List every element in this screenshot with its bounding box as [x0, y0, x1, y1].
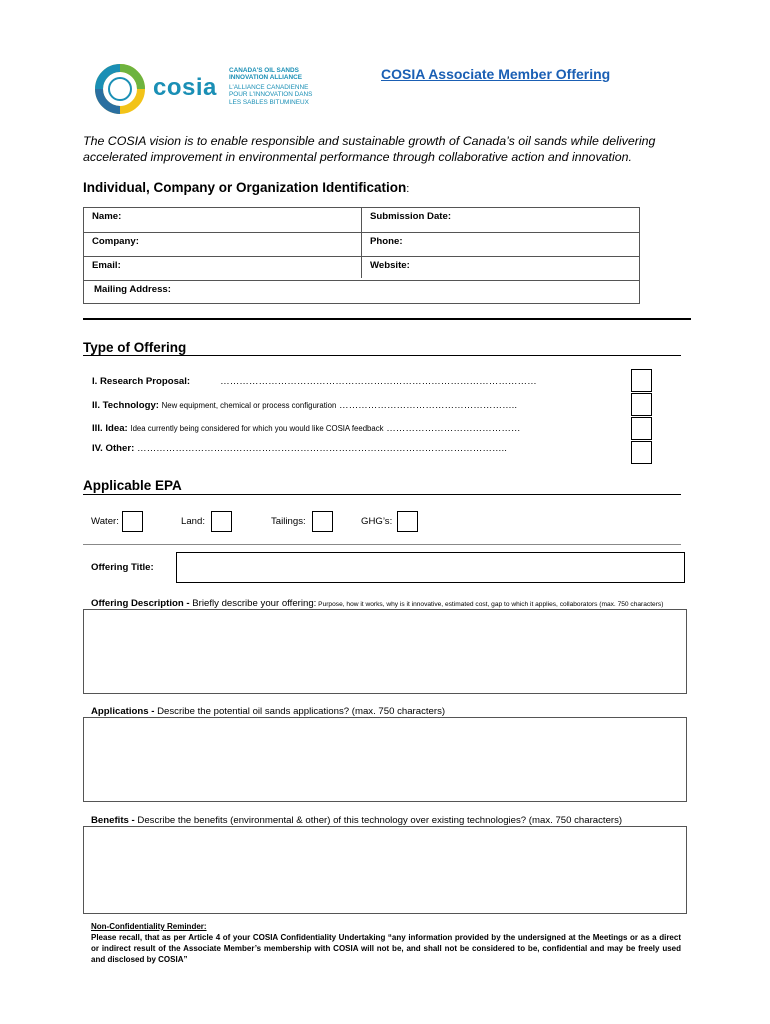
- identification-table: [83, 207, 640, 304]
- section-divider: [83, 544, 681, 545]
- benefits-label: Benefits - Describe the benefits (environmental & other) of this technology over existing technologies? (max. 750 characters): [91, 815, 623, 826]
- phone-label: Phone:: [370, 236, 403, 247]
- applications-textarea[interactable]: [83, 717, 687, 802]
- logo-wordmark: cosia: [153, 74, 217, 101]
- name-label: Name:: [92, 211, 122, 222]
- cosia-ring-icon: [92, 62, 152, 116]
- offering-research: I. Research Proposal: ………………………………………………………………………………………: [92, 376, 537, 387]
- table-row: [84, 232, 639, 257]
- water-checkbox[interactable]: [122, 511, 143, 532]
- logo-tagline-fr: L'ALLIANCE CANADIENNE POUR L'INNOVATION DANS LES SABLES BITUMINEUX: [229, 84, 313, 106]
- section-divider: [83, 318, 691, 320]
- offering-idea: III. Idea: Idea currently being considered for which you would like COSIA feedback ……………………………………: [92, 423, 521, 434]
- other-checkbox[interactable]: [631, 441, 652, 464]
- description-textarea[interactable]: [83, 609, 687, 694]
- table-row: [84, 256, 639, 281]
- offering-heading: Type of Offering: [83, 340, 187, 355]
- benefits-textarea[interactable]: [83, 826, 687, 914]
- applications-label: Applications - Describe the potential oil sands applications? (max. 750 characters): [91, 706, 446, 717]
- mailing-address-label: Mailing Address:: [94, 284, 171, 295]
- description-label: Offering Description - Briefly describe your offering: Purpose, how it works, why is it innovative, estimated cost, gap to which it applies, collaborators (max. 750 characters): [91, 598, 664, 609]
- vision-statement: The COSIA vision is to enable responsible and sustainable growth of Canada’s oil sands while delivering accelerated improvement in environmental performance through collaborative action and innovation.: [83, 134, 656, 164]
- table-row: [84, 280, 639, 305]
- technology-checkbox[interactable]: [631, 393, 652, 416]
- offering-title-input[interactable]: [176, 552, 685, 583]
- offering-other: IV. Other: ……………………………………………………………………………………………………..: [92, 443, 507, 454]
- email-label: Email:: [92, 260, 121, 271]
- logo-tagline-en: CANADA'S OIL SANDS INNOVATION ALLIANCE: [229, 67, 303, 82]
- epa-heading: Applicable EPA: [83, 478, 182, 493]
- table-row: [84, 208, 639, 232]
- idea-checkbox[interactable]: [631, 417, 652, 440]
- submission-date-label: Submission Date:: [370, 211, 452, 222]
- ghg-checkbox[interactable]: [397, 511, 418, 532]
- website-label: Website:: [370, 260, 410, 271]
- research-checkbox[interactable]: [631, 369, 652, 392]
- reminder-text: Please recall, that as per Article 4 of your COSIA Confidentiality Undertaking “any information provided by the undersigned at the Meetings or as a direct or indirect result of the Associate Member’s membership with COSIA will not be, and shall not be considered to be, confidential and may be freely used and disclosed by COSIA”: [91, 933, 681, 964]
- reminder-title: Non-Confidentiality Reminder:: [91, 922, 207, 931]
- offering-technology: II. Technology: New equipment, chemical or process configuration ………………………………………………..: [92, 400, 518, 411]
- land-label: Land:: [181, 516, 206, 527]
- heading-underline: [83, 494, 681, 495]
- company-label: Company:: [92, 236, 139, 247]
- page-title: COSIA Associate Member Offering: [381, 66, 611, 82]
- tailings-label: Tailings:: [271, 516, 306, 527]
- ghg-label: GHG’s:: [361, 516, 393, 527]
- water-label: Water:: [91, 516, 119, 527]
- confidentiality-reminder: [91, 921, 681, 965]
- identification-heading: Individual, Company or Organization Identification:: [83, 180, 410, 195]
- land-checkbox[interactable]: [211, 511, 232, 532]
- offering-title-label: Offering Title:: [91, 562, 154, 573]
- tailings-checkbox[interactable]: [312, 511, 333, 532]
- heading-underline: [83, 355, 681, 356]
